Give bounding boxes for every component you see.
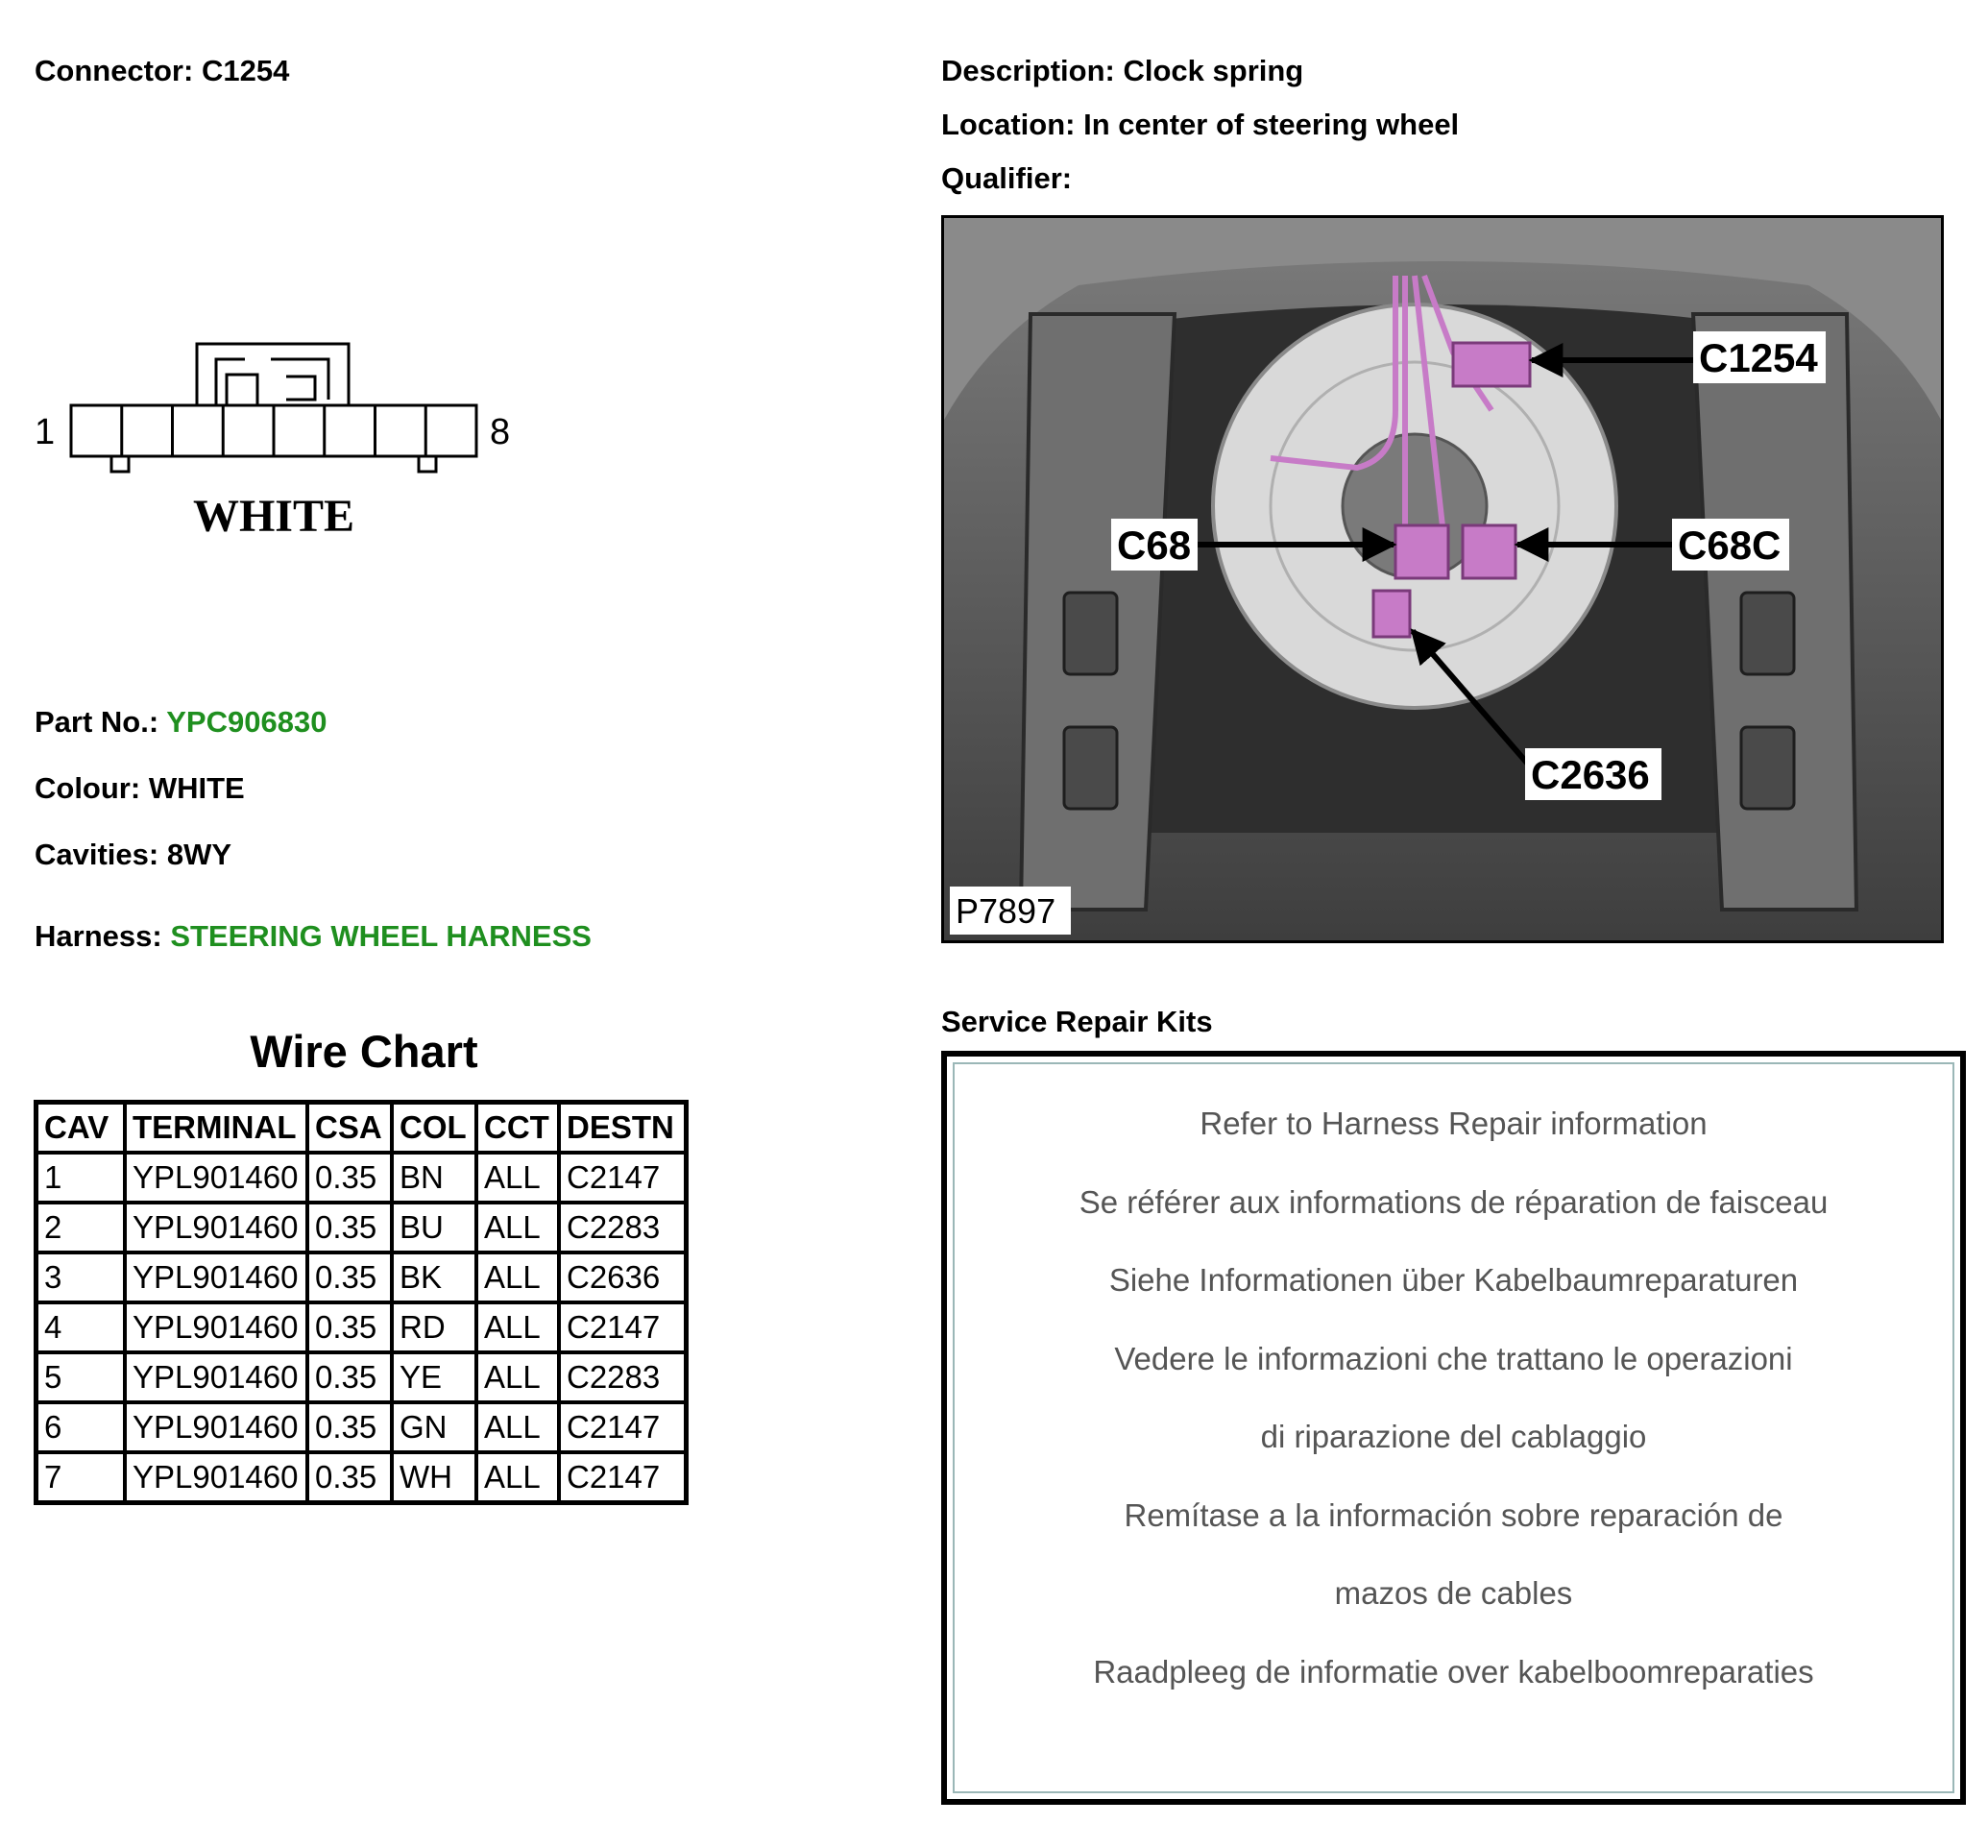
kit-line: Vedere le informazioni che trattano le operazioni	[1114, 1340, 1793, 1376]
wire-chart-header-row	[36, 1103, 687, 1154]
cell-terminal: YPL901460	[125, 1203, 307, 1252]
cell-destn: C2636	[559, 1252, 687, 1302]
pin-number-last: 8	[490, 412, 511, 452]
c68-connector-shape	[1395, 525, 1448, 578]
table-row	[36, 1352, 687, 1402]
cell-cav: 4	[36, 1302, 126, 1352]
kit-line: Raadpleeg de informatie over kabelboomreparaties	[1093, 1653, 1814, 1690]
photo-ref: P7897	[956, 891, 1056, 931]
connector-face-diagram	[29, 336, 528, 557]
cell-col: WH	[392, 1452, 476, 1503]
colour-field	[35, 771, 245, 806]
service-repair-kits-inner	[953, 1062, 1954, 1793]
table-row	[36, 1203, 687, 1252]
part-no-field	[35, 705, 327, 740]
cell-terminal: YPL901460	[125, 1402, 307, 1452]
kit-line: Siehe Informationen über Kabelbaumreparaturen	[1108, 1262, 1799, 1298]
cavities-label: Cavities:	[35, 838, 159, 871]
cell-col: BK	[392, 1252, 476, 1302]
kit-line: mazos de cables	[1334, 1575, 1573, 1611]
cell-cct: ALL	[476, 1203, 559, 1252]
header-destn: DESTN	[559, 1103, 687, 1154]
kit-line: Remítase a la información sobre reparación de	[1124, 1496, 1783, 1533]
connector-foot-right	[419, 456, 436, 472]
callout-c1254: C1254	[1699, 335, 1818, 380]
location-value: In center of steering wheel	[1083, 108, 1460, 141]
right-switch-lower	[1741, 727, 1794, 809]
cell-destn: C2147	[559, 1153, 687, 1203]
cell-destn: C2283	[559, 1352, 687, 1402]
callout-c68c: C68C	[1678, 523, 1782, 568]
cell-cct: ALL	[476, 1302, 559, 1352]
cell-cct: ALL	[476, 1352, 559, 1402]
cell-destn: C2147	[559, 1452, 687, 1503]
callout-c2636: C2636	[1531, 752, 1650, 797]
cell-cav: 1	[36, 1153, 126, 1203]
connector-latch	[197, 344, 349, 405]
cell-cav: 5	[36, 1352, 126, 1402]
connector-label: Connector:	[35, 54, 194, 87]
cell-csa: 0.35	[307, 1402, 392, 1452]
wire-chart-title: Wire Chart	[250, 1026, 478, 1077]
header-cct: CCT	[476, 1103, 559, 1154]
table-row	[36, 1302, 687, 1352]
part-no-label: Part No.:	[35, 705, 159, 739]
colour-value: WHITE	[148, 771, 245, 805]
cell-col: BU	[392, 1203, 476, 1252]
kit-line: Refer to Harness Repair information	[1200, 1106, 1708, 1141]
steering-wheel-illustration	[944, 218, 1941, 940]
part-no-value[interactable]: YPC906830	[166, 705, 327, 739]
connector-field	[35, 54, 289, 88]
wire-chart-table	[34, 1100, 689, 1505]
cavities-field	[35, 838, 231, 872]
cell-csa: 0.35	[307, 1352, 392, 1402]
pin-number-first: 1	[35, 412, 56, 452]
harness-value[interactable]: STEERING WHEEL HARNESS	[170, 919, 592, 953]
cell-terminal: YPL901460	[125, 1252, 307, 1302]
table-row	[36, 1252, 687, 1302]
c1254-connector-shape	[1453, 343, 1530, 386]
cell-col: RD	[392, 1302, 476, 1352]
latch-detail	[216, 359, 328, 405]
header-terminal: TERMINAL	[125, 1103, 307, 1154]
header-col: COL	[392, 1103, 476, 1154]
header-csa: CSA	[307, 1103, 392, 1154]
left-switch-upper	[1064, 593, 1117, 674]
cell-cav: 2	[36, 1203, 126, 1252]
connector-value: C1254	[201, 54, 290, 87]
callout-c68: C68	[1117, 523, 1192, 568]
cell-terminal: YPL901460	[125, 1452, 307, 1503]
service-repair-kits-box	[941, 1051, 1966, 1805]
cell-cct: ALL	[476, 1153, 559, 1203]
c68c-connector-shape	[1463, 525, 1515, 578]
cell-csa: 0.35	[307, 1302, 392, 1352]
cell-terminal: YPL901460	[125, 1302, 307, 1352]
qualifier-label: Qualifier:	[941, 161, 1073, 195]
right-switch-upper	[1741, 593, 1794, 674]
cell-cav: 3	[36, 1252, 126, 1302]
connector-foot-left	[111, 456, 129, 472]
harness-label: Harness:	[35, 919, 162, 953]
left-switch-lower	[1064, 727, 1117, 809]
table-row	[36, 1402, 687, 1452]
harness-field	[35, 919, 592, 954]
cell-col: BN	[392, 1153, 476, 1203]
description-label: Description:	[941, 54, 1115, 87]
header-cav: CAV	[36, 1103, 126, 1154]
connector-location-photo	[941, 215, 1944, 943]
cell-cct: ALL	[476, 1252, 559, 1302]
cell-cav: 7	[36, 1452, 126, 1503]
cell-destn: C2147	[559, 1302, 687, 1352]
cell-cct: ALL	[476, 1402, 559, 1452]
location-field	[941, 108, 1459, 142]
cell-terminal: YPL901460	[125, 1352, 307, 1402]
location-label: Location:	[941, 108, 1076, 141]
cavities-value: 8WY	[166, 838, 232, 871]
description-value: Clock spring	[1123, 54, 1304, 87]
connector-colour-text: WHITE	[192, 491, 355, 542]
colour-label: Colour:	[35, 771, 141, 805]
table-row	[36, 1452, 687, 1503]
c2636-connector-shape	[1373, 591, 1410, 637]
cell-cav: 6	[36, 1402, 126, 1452]
qualifier-field	[941, 161, 1072, 196]
description-field	[941, 54, 1303, 88]
cell-terminal: YPL901460	[125, 1153, 307, 1203]
service-repair-kits-text	[955, 1105, 1952, 1731]
cell-csa: 0.35	[307, 1252, 392, 1302]
cell-destn: C2147	[559, 1402, 687, 1452]
cell-csa: 0.35	[307, 1203, 392, 1252]
cell-destn: C2283	[559, 1203, 687, 1252]
table-row	[36, 1153, 687, 1203]
service-repair-kits-heading: Service Repair Kits	[941, 1005, 1213, 1038]
cell-csa: 0.35	[307, 1452, 392, 1503]
cell-col: GN	[392, 1402, 476, 1452]
cell-csa: 0.35	[307, 1153, 392, 1203]
cell-cct: ALL	[476, 1452, 559, 1503]
cell-col: YE	[392, 1352, 476, 1402]
kit-line: Se référer aux informations de réparation de faisceau	[1079, 1183, 1829, 1220]
kit-line: di riparazione del cablaggio	[1260, 1419, 1647, 1454]
